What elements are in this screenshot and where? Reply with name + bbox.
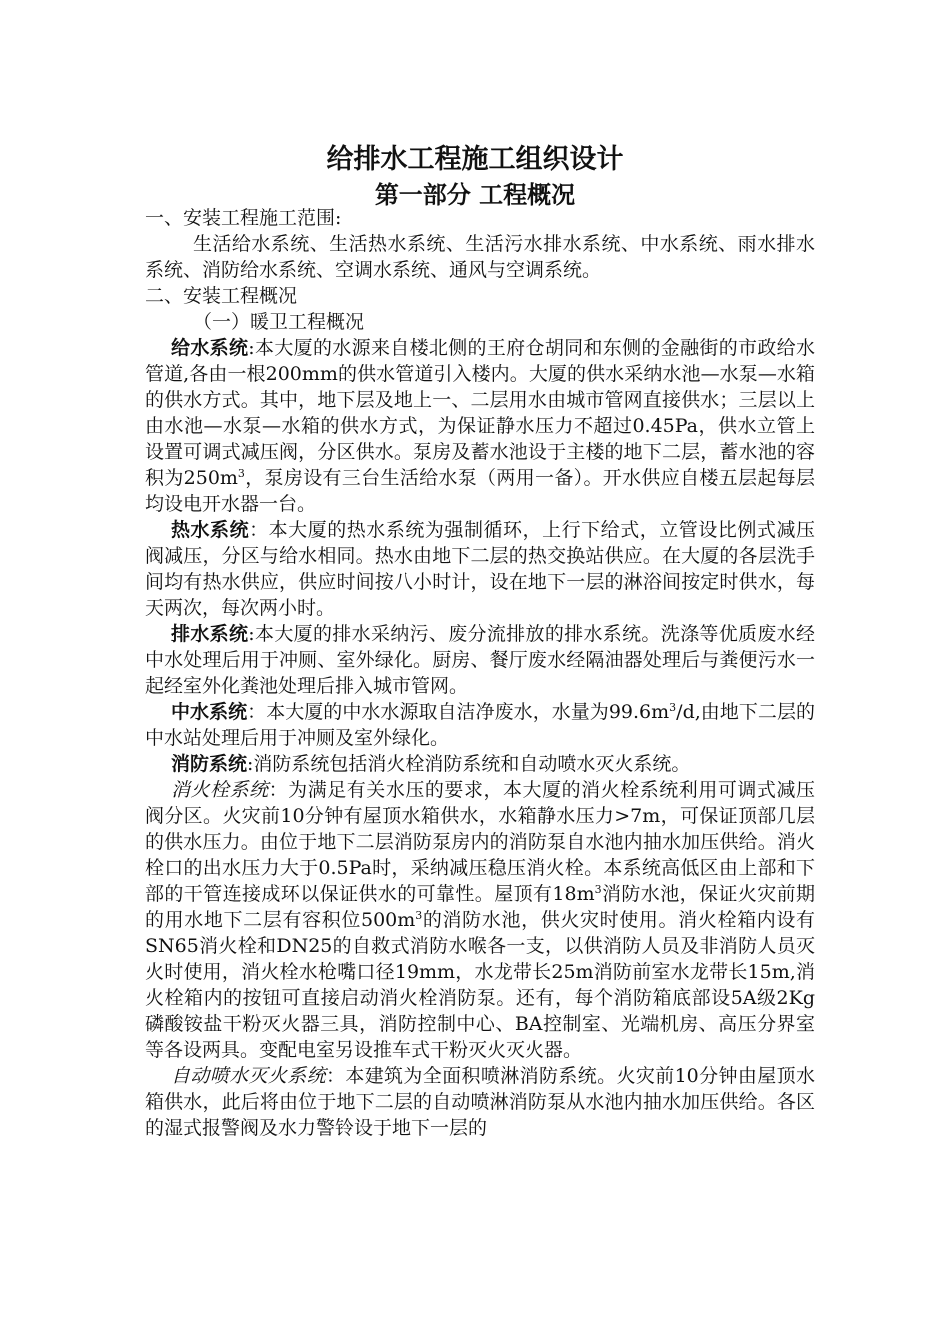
drainage-text: :本大厦的排水采纳污、废分流排放的排水系统。洗涤等优质废水经中水处理后用于冲厕、室外绿化。厨房、餐厅废水经隔油器处理后与粪便污水一起经室外化粪池处理后排入城市管网。: [145, 623, 815, 697]
document-body: [145, 205, 815, 1141]
reclaimed-water-paragraph: [145, 699, 815, 751]
water-supply-paragraph: [145, 335, 815, 517]
subsection-heading-hvac: （一）暖卫工程概况: [193, 311, 365, 333]
superscript: 3: [669, 701, 677, 714]
document-title: 给排水工程施工组织设计: [326, 144, 624, 175]
fire-text: :消防系统包括消火栓消防系统和自动喷水灭火系统。: [247, 753, 691, 775]
hydrant-text-b: 消防水池，保证火灾前期的用水地下二层有容积位500m: [145, 883, 815, 931]
hydrant-label: 消火栓系统: [171, 779, 269, 801]
drainage-paragraph: [145, 621, 815, 699]
superscript: 3: [594, 883, 602, 896]
superscript: 3: [415, 909, 423, 922]
fire-paragraph: [145, 751, 815, 777]
reclaimed-water-text-b: /d,由地下二层的中水站处理后用于冲厕及室外绿化。: [145, 701, 815, 749]
hot-water-paragraph: [145, 517, 815, 621]
water-supply-text-a: :本大厦的水源来自楼北侧的王府仓胡同和东侧的金融街的市政给水管道,各由一根200mm的供水管道引入楼内。大厦的供水采纳水池—水泵—水箱的供水方式。其中，地下层及地上一、二层用水由城市管网直接供水；三层以上由水池—水泵—水箱的供水方式，为保证静水压力不超过0.45Pa，供水立管上设置可调式减压阀，分区供水。泵房及蓄水池设于主楼的地下二层，蓄水池的容积为250m: [145, 337, 815, 489]
superscript: 3: [237, 467, 245, 480]
water-supply-label: 给水系统: [171, 337, 249, 359]
hot-water-text: ：本大厦的热水系统为强制循环，上行下给式，立管设比例式减压阀减压，分区与给水相同。热水由地下二层的热交换站供应。在大厦的各层洗手间均有热水供应，供应时间按八小时计，设在地下一层的淋浴间按定时供水，每天两次，每次两小时。: [145, 519, 815, 619]
fire-label: 消防系统: [171, 753, 248, 775]
hydrant-text-a: ：为满足有关水压的要求，本大厦的消火栓系统利用可调式减压阀分区。火灾前10分钟有屋顶水箱供水，水箱静水压力>7m，可保证顶部几层的供水压力。由位于地下二层消防泵房内的消防泵自水池内抽水加压供给。消火栓口的出水压力大于0.5Pa时，采纳减压稳压消火栓。本系统高低区由上部和下部的干管连接成环以保证供水的可靠性。屋顶有18m: [145, 779, 815, 905]
part-title: 第一部分 工程概况: [374, 180, 576, 209]
reclaimed-water-label: 中水系统: [171, 701, 248, 723]
section-heading-overview: 二、安装工程概况: [145, 285, 298, 307]
hydrant-text-c: 的消防水池，供火灾时使用。消火栓箱内设有SN65消火栓和DN25的自救式消防水喉各一支，以供消防人员及非消防人员灭火时使用，消火栓水枪嘴口径19mm，水龙带长25m消防前室水龙带长15m,消火栓箱内的按钮可直接启动消火栓消防泵。还有，每个消防箱底部设5A级2Kg磷酸铵盐干粉灭火器三具，消防控制中心、BA控制室、光端机房、高压分界室等各设两具。变配电室另设推车式干粉灭火灭火器。: [145, 909, 815, 1061]
sprinkler-text: ：本建筑为全面积喷淋消防系统。火灾前10分钟由屋顶水箱供水，此后将由位于地下二层的自动喷淋消防泵从水池内抽水加压供给。各区的湿式报警阀及水力警铃设于地下一层的: [145, 1065, 815, 1139]
hydrant-paragraph: [145, 777, 815, 1063]
sprinkler-paragraph: [145, 1063, 815, 1141]
scope-paragraph: 生活给水系统、生活热水系统、生活污水排水系统、中水系统、雨水排水系统、消防给水系统、空调水系统、通风与空调系统。: [145, 233, 815, 281]
hot-water-label: 热水系统: [171, 519, 250, 541]
water-supply-text-b: ，泵房设有三台生活给水泵（两用一备）。开水供应自楼五层起每层均设电开水器一台。: [145, 467, 815, 515]
section-heading-scope: 一、安装工程施工范围:: [145, 207, 342, 229]
reclaimed-water-text-a: ：本大厦的中水水源取自洁净废水，水量为99.6m: [247, 701, 670, 723]
drainage-label: 排水系统: [171, 623, 249, 645]
sprinkler-label: 自动喷水灭火系统: [171, 1065, 326, 1087]
